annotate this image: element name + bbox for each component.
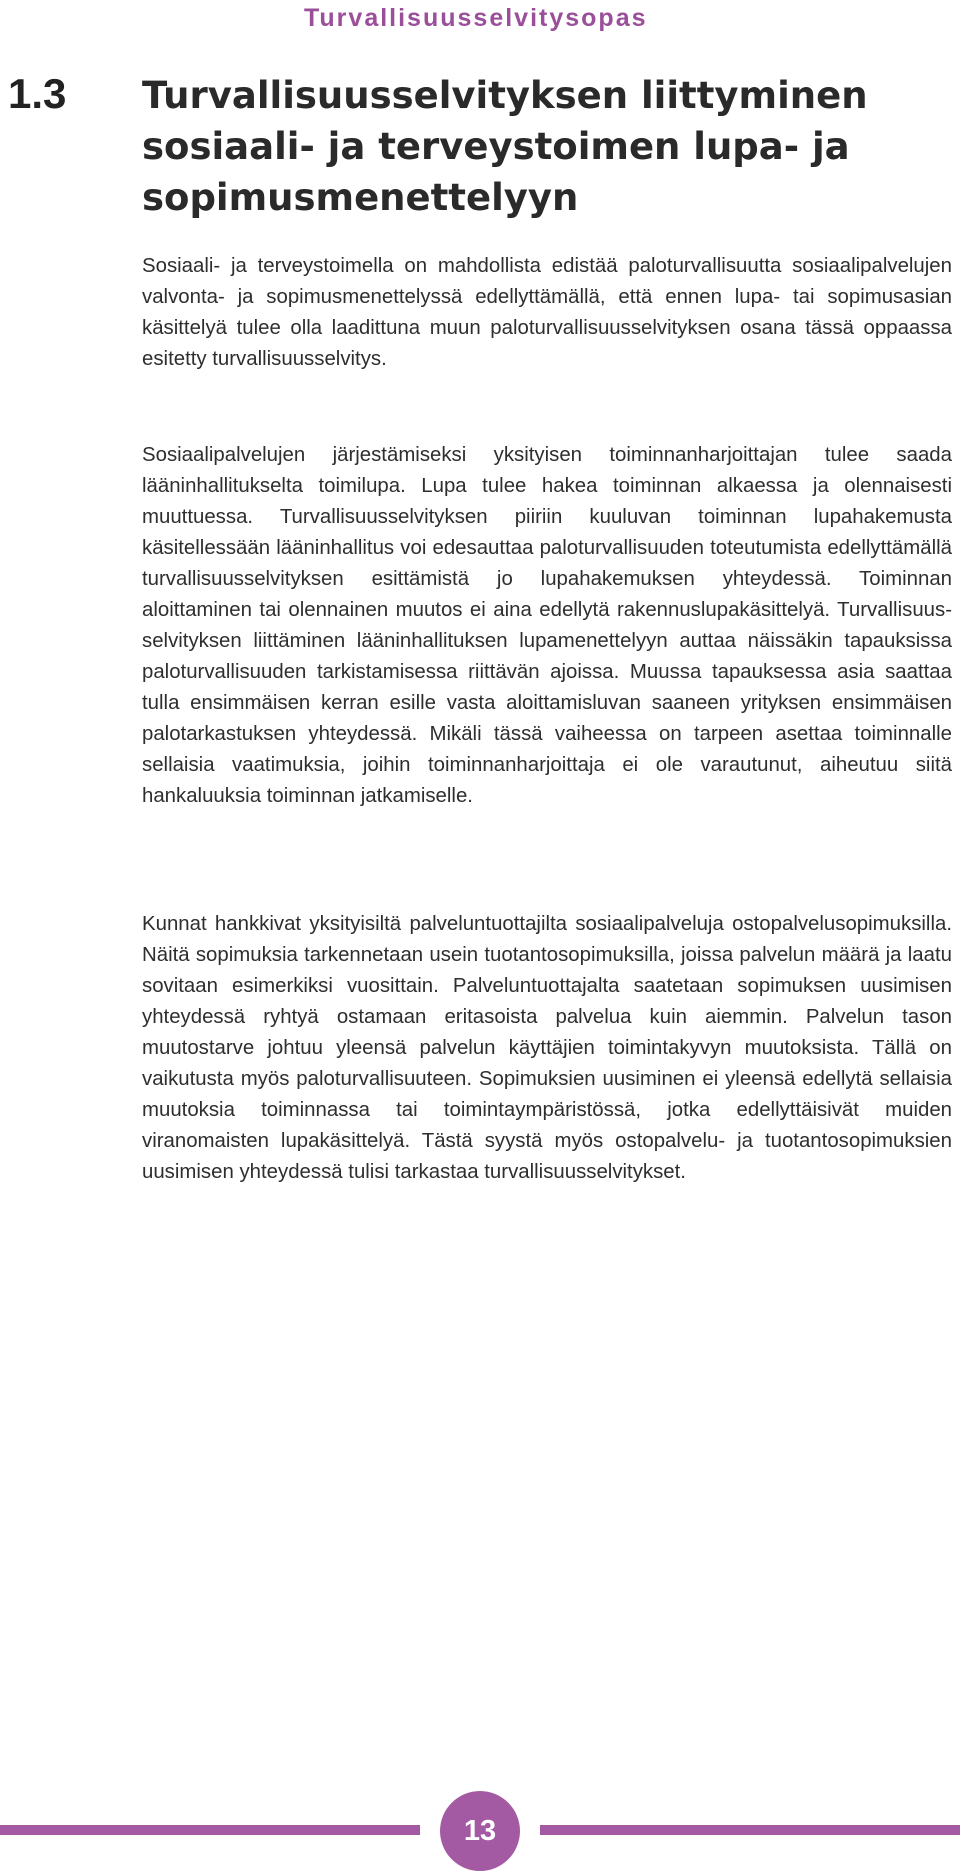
footer-rule-right [540, 1825, 960, 1835]
page-number-badge [440, 1791, 520, 1871]
page-number: 13 [463, 1814, 497, 1847]
paragraph-2: Sosiaalipalvelujen järjestämiseksi yksityisen toiminnanharjoittajan tulee saada lääninhallitukselta toimilupa. Lupa tulee hakea toiminnan alkaessa ja olennaisesti muuttuessa. Turvallisuusselvityksen piiriin kuuluvan toiminnan lupahakemusta käsitellessään lääninhallitus voi edesauttaa paloturvallisuuden toteutumista edellyttämällä turvallisuusselvityksen esittämistä jo lupahakemuksen yhteydessä. Toiminnan aloittaminen tai olennainen muutos ei aina edellytä rakennuslupakäsittelyä. Turvallisuusselvityksen liittäminen lääninhallituksen lupamenettelyyn auttaa näissäkin tapauksissa paloturvallisuuden tarkistamisessa riittävän ajoissa. Muussa tapauksessa asia saattaa tulla ensimmäisen kerran esille vasta aloittamisluvan saaneen yrityksen ensimmäisen palotarkastuksen yhteydessä. Mikäli tässä vaiheessa on tarpeen asettaa toiminnalle sellaisia vaatimuksia, joihin toiminnanharjoittaja ei ole varautunut, aiheutuu siitä hankaluuksia toiminnan jatkamiselle. [142, 444, 952, 807]
running-header: Turvallisuusselvitysopas [304, 4, 648, 32]
footer-rule-left [0, 1825, 420, 1835]
paragraph-1: Sosiaali- ja terveystoimella on mahdollista edistää paloturvallisuutta sosiaalipalvelujen valvonta- ja sopimusmenettelyssä edellyttämällä, että ennen lupa- tai sopimusasian käsittelyä tulee olla laadittuna muun paloturvallisuusselvityksen osana tässä oppaassa esitetty turvallisuusselvitys. [142, 255, 952, 370]
paragraph-3: Kunnat hankkivat yksityisiltä palveluntuottajilta sosiaalipalveluja ostopalvelusopimuksilla. Näitä sopimuksia tarkennetaan usein tuotantosopimuksilla, joissa palvelun määrä ja laatu sovitaan esimerkiksi vuosittain. Palveluntuottajalta saatetaan sopimuksen uusimisen yhteydessä ryhtyä ostamaan eritasoista palvelua kuin aiemmin. Palvelun tason muutostarve johtuu yleensä palvelun käyttäjien toimintakyvyn muutoksista. Tällä on vaikutusta myös paloturvallisuuteen. Sopimuksien uusiminen ei yleensä edellytä sellaisia muutoksia toiminnassa tai toimintaympäristössä, jotka edellyttäisivät muiden viranomaisten lupakäsittelyä. Tästä syystä myös ostopalvelu- ja tuotantosopimuksien uusimisen yhteydessä tulisi tarkastaa turvallisuusselvitykset. [142, 913, 952, 1183]
section-title: Turvallisuusselvityksen liittyminen sosiaali- ja terveystoimen lupa- ja sopimusmenettelyyn [142, 74, 868, 219]
section-number: 1.3 [8, 70, 67, 117]
